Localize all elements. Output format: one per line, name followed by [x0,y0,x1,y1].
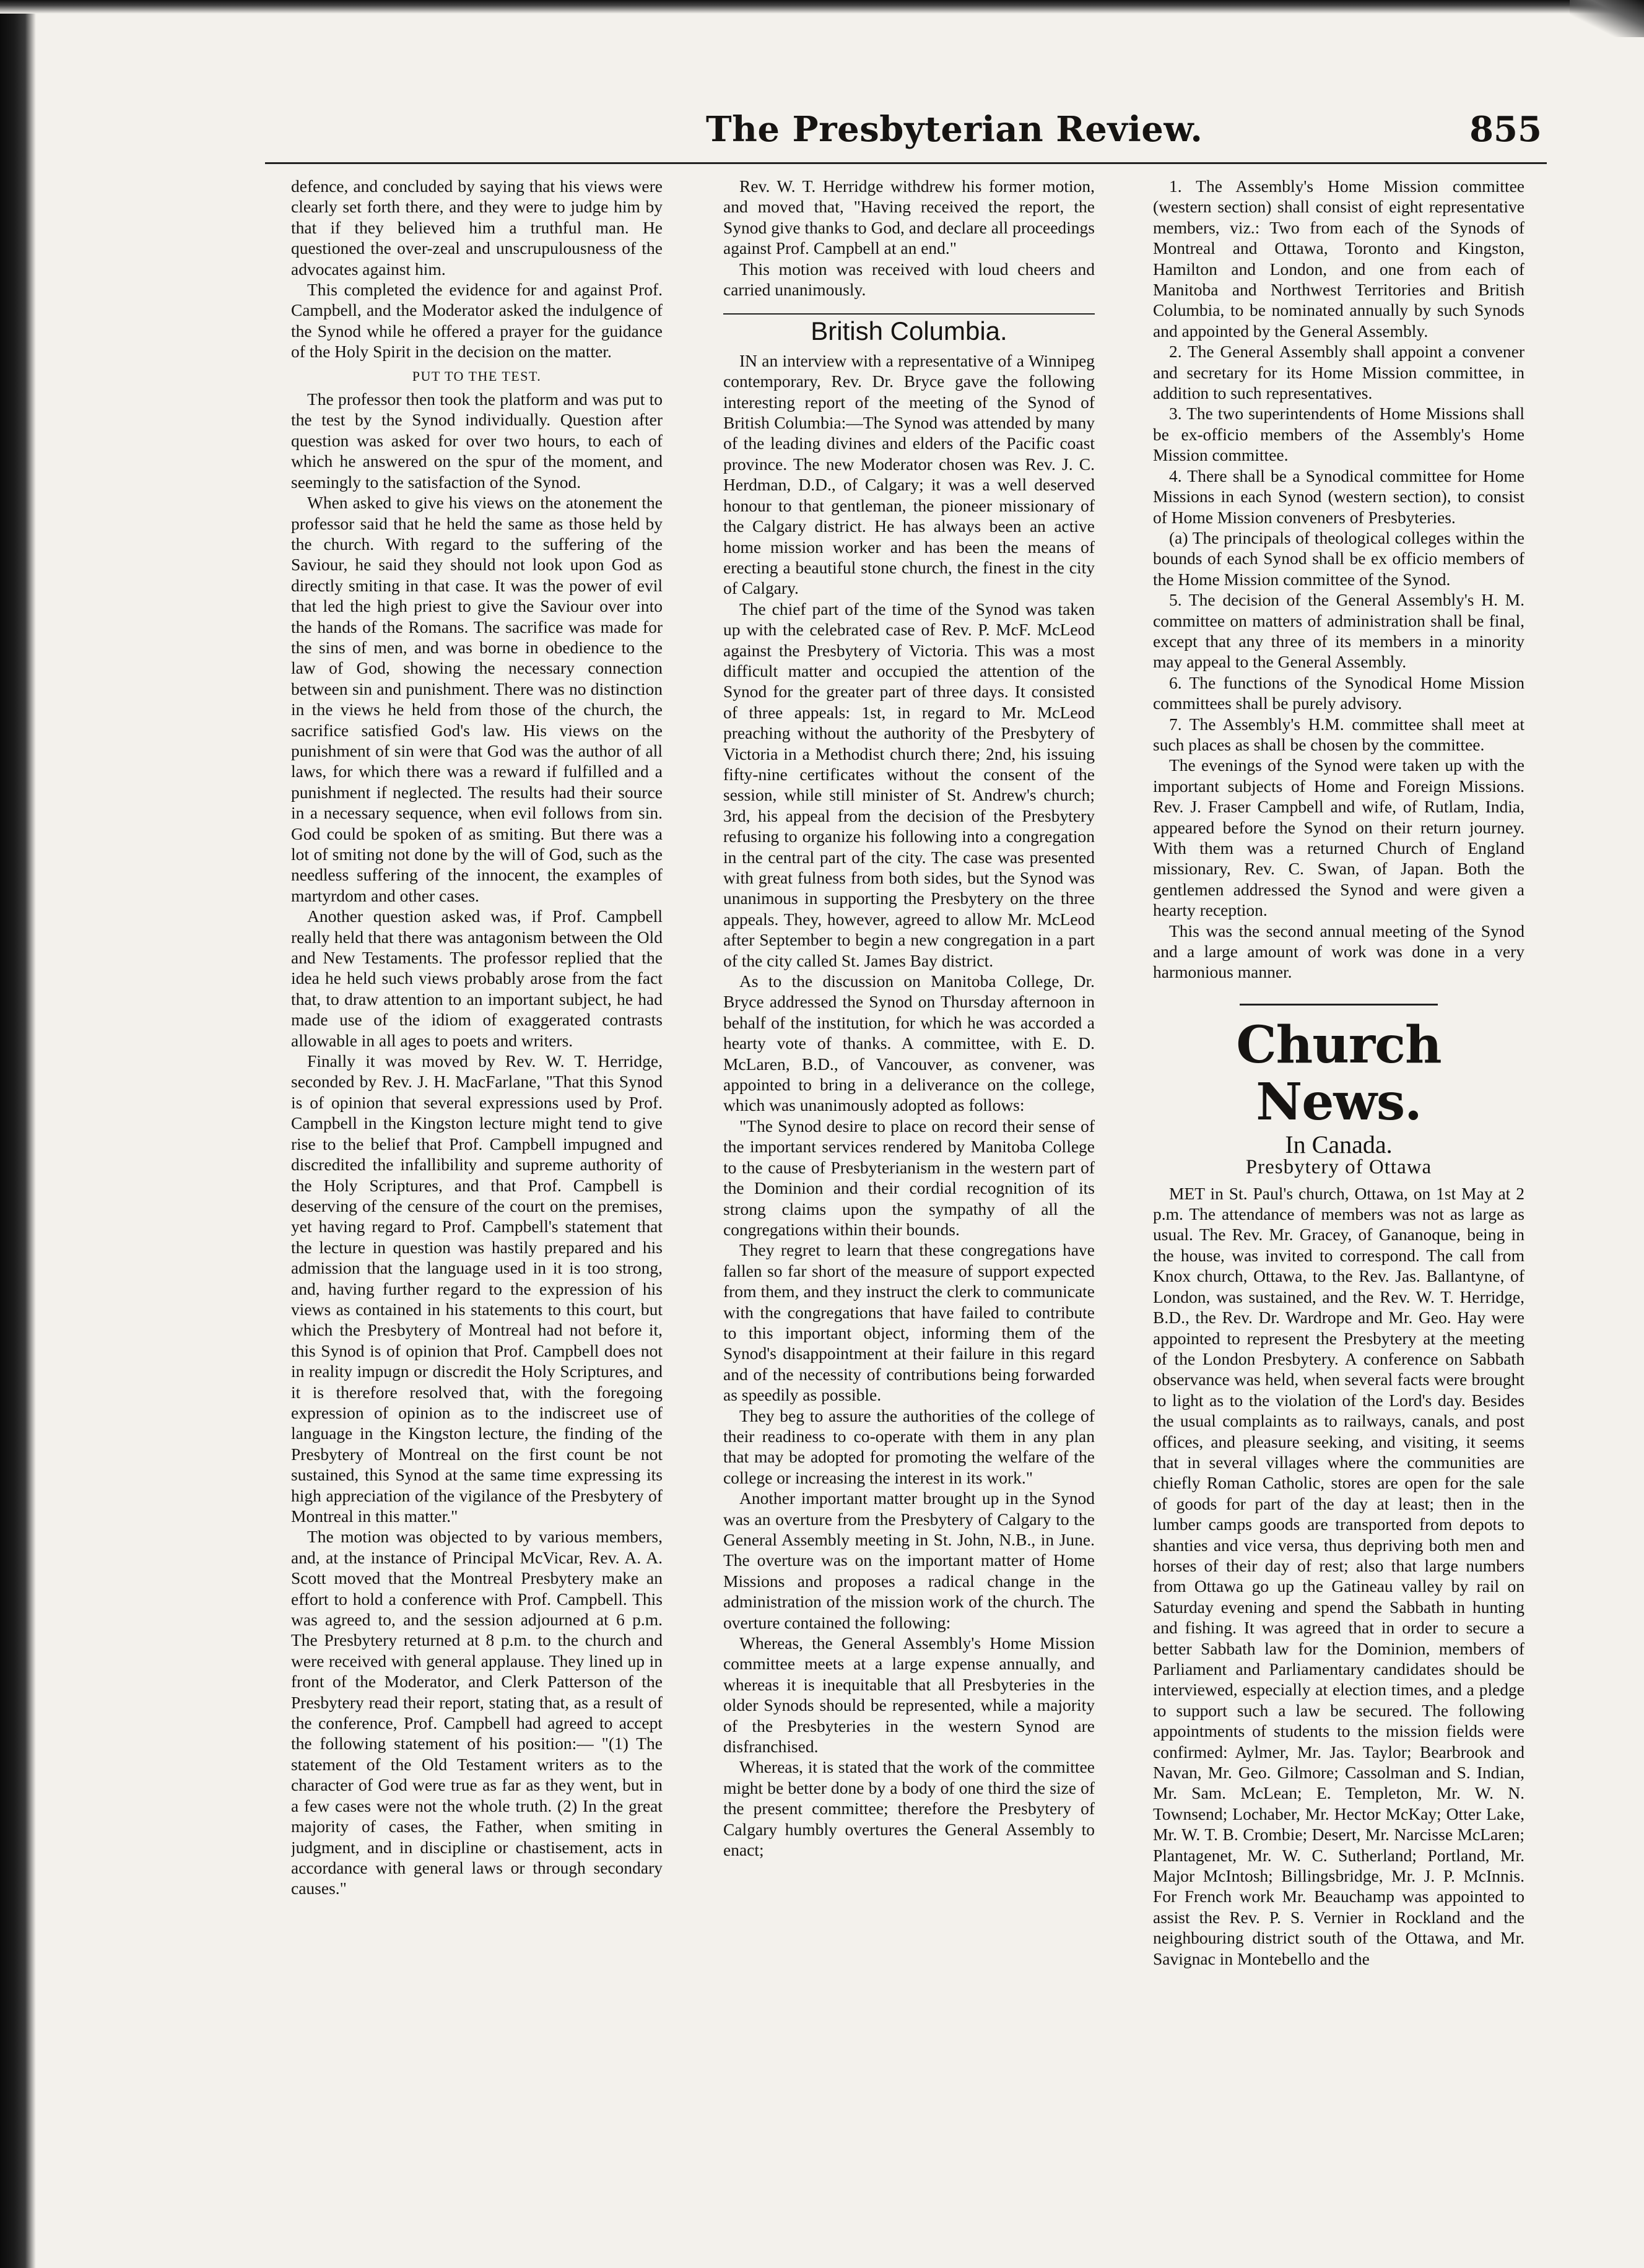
scan-corner [1570,0,1644,37]
paragraph: The evenings of the Synod were taken up with the important subjects of Home and Foreign Missions. Rev. J. Fraser Campbell and wife, of Rutlam, India, appeared before the Synod on their return journey. With them was a returned Church of England missionary, Rev. C. Swan, of Japan. Both the gentlemen addressed the Synod and were given a hearty reception. [1153,755,1524,920]
paragraph: Another important matter brought up in the Synod was an overture from the Presbytery of Calgary to the General Assembly meeting in St. John, N.B., in June. The overture was on the important matter of Home Missions and proposes a radical change in the administration of the mission work of the church. The overture contained the following: [723,1488,1095,1632]
section-heading-british-columbia: British Columbia. [723,313,1095,341]
paragraph: They beg to assure the authorities of the college of their readiness to co-operate with them in any plan that may be adopted for promoting the welfare of the college or increasing the interest in its work." [723,1406,1095,1487]
paragraph: This was the second annual meeting of the Synod and a large amount of work was done in a very harmonious manner. [1153,921,1524,982]
paragraph: This completed the evidence for and against Prof. Campbell, and the Moderator asked the indulgence of the Synod while he offered a prayer for the guidance of the Holy Spirit in the decision on the matter. [291,280,663,362]
header-rule [265,162,1547,164]
column-2 [723,176,1095,2157]
paragraph: IN an interview with a representative of a Winnipeg contemporary, Rev. Dr. Bryce gave the following interesting report of the meeting of the Synod of British Columbia:—The Synod was attended by many of the leading divines and elders of the Pacific coast province. The new Moderator chosen was Rev. J. C. Herdman, D.D., of Calgary; it was a well deserved honour to that gentleman, the pioneer missionary of the Calgary district. He has always been an active home mission worker and has been the means of erecting a beautiful stone church, the finest in the city of Calgary. [723,350,1095,598]
paragraph: defence, and concluded by saying that his views were clearly set forth there, and they were to judge him by that if they believed him a truthful man. He questioned the over-zeal and unscrupulousness of the advocates against him. [291,176,663,279]
paragraph: They regret to learn that these congregations have fallen so far short of the measure of support expected from them, and they instruct the clerk to communicate with the congregations that have failed to contribute to this important object, informing them of the Synod's disappointment at their failure in this regard and of the necessity of contributions being forwarded as speedily as possible. [723,1240,1095,1405]
paragraph: MET in St. Paul's church, Ottawa, on 1st May at 2 p.m. The attendance of members was not as large as usual. The Rev. Mr. Gracey, of Gananoque, being in the house, was invited to correspond. The call from Knox church, Ottawa, to the Rev. Jas. Ballantyne, of London, was sustained, and the Rev. W. T. Herridge, B.D., the Rev. Dr. Wardrope and Mr. Geo. Hay were appointed to represent the Presbytery at the meeting of the London Presbytery. A conference on Sabbath observance was held, when several facts were brought to light as to the violation of the Lord's day. Besides the usual complaints as to railways, canals, and post offices, and pleasure seeking, and visiting, it seems that in several villages where the communities are chiefly Roman Catholic, stores are open for the sale of goods for part of the day at least; then in the lumber camps goods are transported from depots to shanties and vice versa, thus depriving both men and horses of their day of rest; also that large numbers from Ottawa go up the Gatineau valley by rail on Saturday evening and spend the Sabbath in hunting and fishing. It was agreed that in order to secure a better Sabbath law for the Dominion, members of Parliament and Parliamentary candidates should be interviewed, especially at election times, and a pledge to support such a law be secured. The following appointments of students to the mission fields were confirmed: Aylmer, Mr. Jas. Taylor; Bearbrook and Navan, Mr. Geo. Gilmore; Cassolman and S. Indian, Mr. Sam. McLean; E. Templeton, Mr. W. N. Townsend; Lochaber, Mr. Hector McKay; Otter Lake, Mr. W. T. B. Crombie; Desert, Mr. Narcisse McLaren; Plantagenet, Mr. W. C. Sutherland; Portland, Mr. Major McIntosh; Billingsbridge, Mr. J. P. McInnis. For French work Mr. Beauchamp was appointed to assist the Rev. P. S. Vernier in Rockland and the neighbouring district south of the Ottawa, and Mr. Savignac in Montebello and the [1153,1183,1524,1968]
column-3 [1153,176,1524,2188]
paragraph: Whereas, it is stated that the work of the committee might be better done by a body of one third the size of the present committee; therefore the Presbytery of Calgary humbly overtures the General Assembly to enact; [723,1757,1095,1860]
presbytery-ottawa-heading: Presbytery of Ottawa [1245,1156,1432,1179]
paragraph: Rev. W. T. Herridge withdrew his former motion, and moved that, "Having received the report, the Synod give thanks to God, and declare all proceedings against Prof. Campbell at an end." [723,176,1095,258]
paragraph: 1. The Assembly's Home Mission committee (western section) shall consist of eight representative members, viz.: Two from each of the Synods of Montreal and Ottawa, Toronto and Kingston, Hamilton and London, and one from each of Manitoba and Northwest Territories and British Columbia, to be nominated annually by such Synods and appointed by the General Assembly. [1153,176,1524,341]
paragraph: The motion was objected to by various members, and, at the instance of Principal McVicar, Rev. A. A. Scott moved that the Montreal Presbytery make an effort to hold a conference with Prof. Campbell. This was agreed to, and the session adjourned at 6 p.m. The Presbytery returned at 8 p.m. to the church and were received with general applause. They lined up in front of the Moderator, and Clerk Patterson of the Presbytery read their report, stating that, as a result of the conference, Prof. Campbell had agreed to accept the following statement of his position:— "(1) The statement of the Old Testament writers as to the character of God were true as far as they went, but in a few cases were not the whole truth. (2) In the great majority of cases, the Father, when smiting in judgment, and in discipline or chastisement, acts in accordance with general laws or through secondary causes." [291,1527,663,1898]
scan-edge-top [0,0,1644,14]
in-canada-heading: In Canada. [1285,1130,1393,1158]
section-rule [1240,1004,1438,1006]
page-header [700,106,1542,156]
paragraph: 4. There shall be a Synodical committee for Home Missions in each Synod (western section), to consist of Home Mission conveners of Presbyteries. [1153,466,1524,527]
scan-edge-left [0,0,36,2268]
paragraph: 5. The decision of the General Assembly's H. M. committee on matters of administration shall be final, except that any three of its members in a minority may appeal to the General Assembly. [1153,590,1524,672]
paragraph: Another question asked was, if Prof. Campbell really held that there was antagonism between the Old and New Testaments. The professor replied that the idea he held such views probably arose from the fact that, to draw attention to an important subject, he had made use of the idiom of exaggerated contrasts allowable in all ages to poets and writers. [291,906,663,1050]
paragraph: Finally it was moved by Rev. W. T. Herridge, seconded by Rev. J. H. MacFarlane, "That this Synod is of opinion that several expressions used by Prof. Campbell in the Kingston lecture might tend to give rise to the belief that Prof. Campbell impugned and discredited the infallibility and supreme authority of the Holy Scriptures, and that Prof. Campbell is deserving of the censure of the court on the premises, yet having regard to Prof. Campbell's statement that the lecture in question was hastily prepared and his admission that the language used in it is too strong, and, having further regard to the expression of his views as contained in his statements to this court, but which the Presbytery of Montreal had not before it, this Synod is of opinion that Prof. Campbell does not in reality impugn or discredit the Holy Scriptures, and it is therefore resolved that, with the foregoing expression of opinion as to the indiscreet use of language in the Kingston lecture, the finding of the Presbytery of Montreal on the first count be not sustained, this Synod at the same time expressing its high appreciation of the vigilance of the Presbytery of Montreal in this matter." [291,1051,663,1526]
page-number: 855 [1469,109,1542,150]
column-1 [291,176,663,2201]
paragraph: The chief part of the time of the Synod was taken up with the celebrated case of Rev. P. McF. McLeod against the Presbytery of Victoria. This was a most difficult matter and occupied the attention of the Synod for the greater part of three days. It consisted of three appeals: 1st, in regard to Mr. McLeod preaching without the authority of the Presbytery of Victoria in a Methodist church there; 2nd, his issuing fifty-nine certificates without the consent of the session, while still minister of St. Andrew's church; 3rd, his appeal from the decision of the Presbytery refusing to organize his following into a congregation in the central part of the city. The case was presented with great fulness from both sides, but the Synod was unanimous in supporting the Presbytery on the three appeals. They, however, agreed to allow Mr. McLeod after September to begin a new congregation in a part of the city called St. James Bay district. [723,599,1095,970]
paragraph: Whereas, the General Assembly's Home Mission committee meets at a large expense annually, and whereas it is inequitable that all Presbyteries in the older Synods should be represented, while a majority of the Presbyteries in the western Synod are disfranchised. [723,1633,1095,1757]
paragraph: 2. The General Assembly shall appoint a convener and secretary for its Home Mission committee, in addition to such representatives. [1153,342,1524,403]
paragraph: 3. The two superintendents of Home Missions shall be ex-officio members of the Assembly's Home Mission committee. [1153,404,1524,465]
paragraph: This motion was received with loud cheers and carried unanimously. [723,259,1095,300]
paragraph: "The Synod desire to place on record their sense of the important services rendered by Manitoba College to the cause of Presbyterianism in the western part of the Dominion and their cordial recognition of its strong claims upon the sympathy of all the congregations within their bounds. [723,1116,1095,1239]
paragraph: As to the discussion on Manitoba College, Dr. Bryce addressed the Synod on Thursday afternoon in behalf of the institution, for which he was accorded a hearty vote of thanks. A committee, with E. D. McLaren, B.D., of Vancouver, as convener, was appointed to bring in a deliverance on the college, which was unanimously adopted as follows: [723,971,1095,1115]
paragraph: The professor then took the platform and was put to the test by the Synod individually. Question after question was asked for over two hours, to each of which he answered on the spur of the moment, and seemingly to the satisfaction of the Synod. [291,389,663,492]
church-news-heading: Church News. [1236,1015,1442,1132]
subheading: PUT TO THE TEST. [412,368,542,384]
journal-title: The Presbyterian Review. [706,109,1203,150]
paragraph: 6. The functions of the Synodical Home Mission committees shall be purely advisory. [1153,672,1524,713]
paragraph: 7. The Assembly's H.M. committee shall meet at such places as shall be chosen by the committee. [1153,714,1524,754]
paragraph: (a) The principals of theological colleges within the bounds of each Synod shall be ex officio members of the Home Mission committee of the Synod. [1153,528,1524,589]
paragraph: When asked to give his views on the atonement the professor said that he held the same as those held by the church. With regard to the suffering of the Saviour, he said they should not look upon God as directly smiting in that case. It was the power of evil that led the high priest to give the Saviour over into the hands of the Romans. The sacrifice was made for the sins of men, and was borne in obedience to the law of God, showing the necessary connection between sin and punishment. There was no distinction in the views he held from those of the church, the sacrifice satisfied God's law. His views on the punishment of sin were that God was the author of all laws, for which there was a reward if fulfilled and a punishment if neglected. The results had their source in a necessary sequence, when evil follows from sin. God could be spoken of as smiting. But there was a lot of smiting not done by the will of God, such as the needless suffering of the innocent, the examples of martyrdom and other cases. [291,493,663,905]
